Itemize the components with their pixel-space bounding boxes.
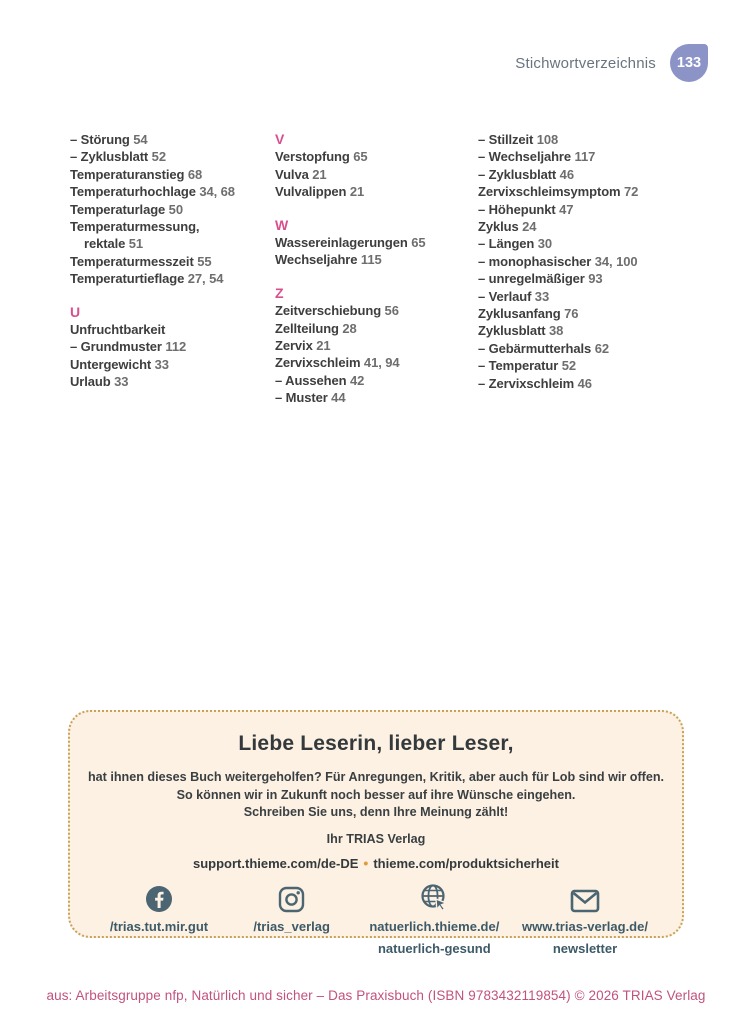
index-entry: [275, 337, 478, 354]
index-entry-pages: 52: [148, 149, 166, 165]
index-entry-pages: 68: [184, 166, 203, 182]
index-entry: [275, 320, 478, 337]
index-entry-pages: 108: [533, 132, 559, 147]
index-letter-block: [275, 131, 478, 201]
index-entry: [70, 218, 275, 235]
globe-cursor-icon: [419, 883, 449, 913]
social-item-website[interactable]: [369, 883, 499, 957]
index-entry: [70, 131, 275, 148]
index-entry-term: – Zyklusblatt: [70, 149, 149, 165]
index-entry-pages: 33: [531, 288, 550, 304]
index-entry-pages: 55: [193, 253, 212, 269]
index-columns: [70, 131, 712, 407]
index-letter-block: [275, 285, 478, 407]
index-entry-term: Zervix: [275, 338, 313, 354]
bullet-separator: •: [363, 854, 369, 871]
index-entry-pages: 115: [357, 252, 382, 268]
index-entry: [275, 251, 478, 268]
feedback-signature: Ihr TRIAS Verlag: [326, 831, 426, 846]
page-number-badge: 133: [670, 44, 708, 82]
index-entry: [70, 321, 275, 338]
index-entry-term: Temperaturmessung,: [70, 219, 200, 235]
index-entry-pages: 24: [518, 219, 537, 235]
index-column-2: [275, 131, 478, 407]
index-entry: [70, 356, 275, 373]
index-entry-term: – Gebärmutterhals: [478, 340, 592, 356]
index-entry: [478, 183, 712, 200]
index-entry: [478, 357, 712, 374]
index-entry-pages: 21: [346, 184, 365, 200]
index-entry-pages: 34, 100: [591, 253, 638, 269]
index-entry-term: Untergewicht: [70, 356, 152, 372]
index-entry-term: – Zervixschleim: [478, 375, 575, 391]
index-entry-pages: 76: [560, 306, 579, 322]
index-letter-block: [70, 304, 275, 391]
index-entry-pages: 47: [555, 201, 574, 217]
index-entry-pages: 42: [346, 372, 365, 388]
index-letter-heading: W: [275, 216, 289, 233]
index-entry-pages: 38: [545, 323, 564, 339]
index-entry: [478, 253, 712, 270]
index-entry-term: Verstopfung: [275, 149, 350, 165]
instagram-icon: [278, 883, 305, 913]
index-entry: [478, 218, 712, 235]
index-entry-term: – Aussehen: [275, 372, 347, 388]
index-entry-term: – Stillzeit: [478, 132, 534, 147]
index-entry: [275, 354, 478, 371]
index-entry-pages: 93: [584, 271, 603, 287]
newsletter-url[interactable]: www.trias-verlag.de/: [522, 918, 648, 934]
index-entry-pages: 112: [161, 339, 187, 355]
index-entry-pages: 41, 94: [360, 355, 400, 371]
index-entry-term: Temperaturmesszeit: [70, 253, 194, 269]
index-entry-term: Temperaturlage: [70, 201, 166, 217]
instagram-handle[interactable]: /trias_verlag: [253, 918, 330, 934]
index-letter-block: [275, 217, 478, 269]
index-letter-block: [70, 131, 275, 288]
index-entry-term: Zyklusanfang: [478, 306, 561, 322]
index-entry-pages: 21: [312, 338, 331, 354]
facebook-icon: [145, 883, 173, 913]
index-entry-pages: 51: [125, 236, 144, 252]
index-entry-term: – Verlauf: [478, 288, 532, 304]
index-entry-pages: 65: [349, 149, 368, 165]
index-entry-pages: 30: [534, 236, 553, 252]
index-entry-pages: 27, 54: [184, 271, 224, 287]
index-entry-term: – Wechseljahre: [478, 149, 572, 165]
index-entry: [70, 148, 275, 165]
social-item-instagram[interactable]: [237, 883, 347, 957]
index-entry-term: Urlaub: [70, 374, 111, 390]
index-letter-block: [478, 131, 712, 392]
index-entry: [70, 253, 275, 270]
social-row: [70, 883, 682, 957]
index-entry-term: Temperaturhochlage: [70, 184, 196, 200]
section-heading: Stichwortverzeichnis: [515, 54, 656, 72]
feedback-body-line-2: So können wir in Zukunft noch besser auf ihre Wünsche eingehen.: [176, 787, 576, 802]
index-entry-pages: 62: [591, 340, 609, 356]
index-entry-pages: 117: [571, 149, 596, 165]
index-letter-heading: Z: [275, 284, 284, 301]
index-entry-pages: 46: [574, 375, 592, 391]
index-entry-pages: 21: [308, 166, 327, 182]
newsletter-url-line2[interactable]: newsletter: [552, 940, 618, 956]
support-links-line: [70, 855, 682, 871]
feedback-box: [68, 710, 684, 956]
index-entry: [478, 322, 712, 339]
index-entry-pages: 33: [151, 356, 169, 372]
facebook-handle[interactable]: /trias.tut.mir.gut: [109, 918, 209, 934]
product-safety-link[interactable]: thieme.com/produktsicherheit: [373, 855, 559, 871]
index-entry-term: Zyklusblatt: [478, 323, 546, 339]
index-entry: [275, 183, 478, 200]
index-entry: [70, 183, 275, 200]
index-column-3: [478, 131, 712, 407]
index-entry: [70, 201, 275, 218]
index-entry-term: Vulva: [275, 166, 309, 182]
index-column-1: [70, 131, 275, 407]
index-entry: [478, 305, 712, 322]
index-entry-term: – Zyklusblatt: [478, 166, 557, 182]
index-entry: [478, 288, 712, 305]
index-entry-term: Unfruchtbarkeit: [70, 322, 166, 338]
index-entry: [478, 375, 712, 392]
index-entry-term: – Muster: [275, 390, 328, 406]
support-link[interactable]: support.thieme.com/de-DE: [193, 855, 359, 871]
social-item-facebook[interactable]: [104, 883, 214, 957]
index-entry-pages: 65: [407, 235, 426, 251]
index-entry: [275, 234, 478, 251]
index-entry: [275, 372, 478, 389]
index-entry-term: Zervixschleimsymptom: [478, 184, 621, 200]
index-entry: [275, 148, 478, 165]
index-entry-term: – Längen: [478, 236, 535, 252]
index-entry-term: Temperaturtieflage: [70, 271, 185, 287]
index-entry-pages: 52: [558, 358, 576, 374]
index-entry-term: Zervixschleim: [275, 355, 361, 371]
index-entry: [275, 389, 478, 406]
index-entry: [70, 373, 275, 390]
index-entry: [275, 166, 478, 183]
index-entry: [275, 302, 478, 319]
page-header: [515, 44, 708, 82]
index-entry-term: – unregelmäßiger: [478, 271, 585, 287]
index-entry-pages: 50: [165, 201, 183, 217]
index-entry: [70, 338, 275, 355]
index-entry: [478, 340, 712, 357]
feedback-body-line-1: hat ihnen dieses Buch weitergeholfen? Für Anregungen, Kritik, aber auch für Lob sind wir offen.: [87, 770, 665, 784]
index-entry-term: rektale: [84, 236, 126, 252]
index-entry-term: – Störung: [70, 132, 130, 147]
index-entry-term: Zyklus: [478, 219, 519, 235]
index-entry-pages: 44: [327, 390, 346, 406]
index-entry-term: Zellteilung: [275, 320, 339, 336]
index-entry-term: – monophasischer: [478, 253, 592, 269]
index-entry-term: Wassereinlagerungen: [275, 235, 408, 251]
index-entry: [478, 148, 712, 165]
index-entry-term: Zeitverschiebung: [275, 303, 382, 319]
feedback-title: Liebe Leserin, lieber Leser,: [238, 732, 514, 755]
index-letter-heading: V: [275, 131, 285, 147]
index-entry-pages: 56: [381, 303, 399, 319]
feedback-body-line-3: Schreiben Sie uns, denn Ihre Meinung zählt!: [243, 805, 509, 819]
index-entry: [70, 166, 275, 183]
index-entry: [70, 270, 275, 287]
website-url-line2[interactable]: natuerlich-gesund: [377, 940, 491, 956]
index-entry: [70, 235, 275, 252]
index-entry-term: – Temperatur: [478, 358, 559, 374]
index-entry-term: Vulvalippen: [275, 184, 347, 200]
index-entry: [478, 166, 712, 183]
index-entry: [478, 235, 712, 252]
index-entry-pages: 46: [556, 166, 574, 182]
index-entry-term: Temperaturanstieg: [70, 166, 185, 182]
index-entry: [478, 270, 712, 287]
index-entry-pages: 33: [110, 374, 129, 390]
index-entry-pages: 54: [129, 132, 148, 147]
index-entry-term: Wechseljahre: [275, 252, 358, 268]
index-entry-term: – Höhepunkt: [478, 201, 556, 217]
social-item-newsletter[interactable]: [522, 883, 648, 957]
index-entry-pages: 72: [620, 184, 639, 200]
index-entry-pages: 28: [338, 320, 357, 336]
index-entry: [478, 131, 712, 148]
index-entry-pages: 34, 68: [195, 184, 235, 200]
envelope-icon: [570, 883, 600, 913]
website-url[interactable]: natuerlich.thieme.de/: [369, 918, 500, 934]
index-entry: [478, 201, 712, 218]
index-letter-heading: U: [70, 303, 81, 320]
index-entry-term: – Grundmuster: [70, 339, 162, 355]
source-footer: aus: Arbeitsgruppe nfp, Natürlich und sicher – Das Praxisbuch (ISBN 9783432119854) © 2026 TRIAS Verlag: [46, 988, 706, 1003]
